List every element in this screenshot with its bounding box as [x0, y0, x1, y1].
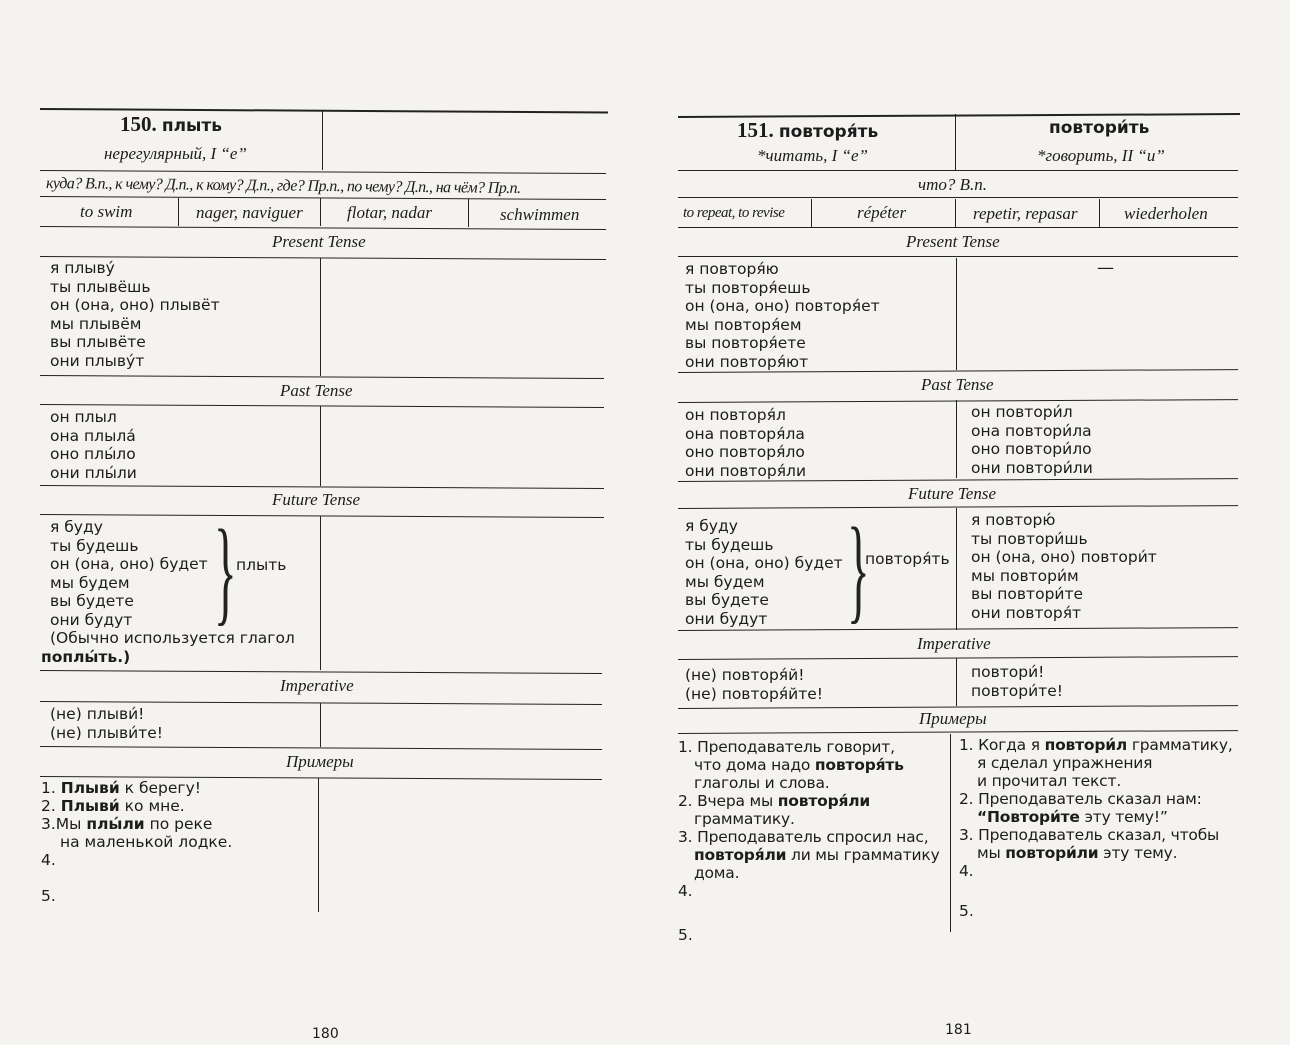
example-4: 4. — [41, 851, 56, 869]
example-3-cont: мы повтори́ли эту тему. — [977, 844, 1178, 862]
curly-brace-icon: } — [214, 505, 237, 636]
rule — [40, 196, 606, 200]
rule — [678, 656, 1238, 660]
example-1-cont: и прочитал текст. — [977, 772, 1122, 790]
example-3-cont: на маленькой лодке. — [60, 833, 233, 851]
example-4: 4. — [678, 882, 693, 900]
translation-german: schwimmen — [500, 205, 580, 224]
example-3: 3.Мы плы́ли по реке — [41, 815, 213, 833]
rule — [40, 170, 606, 174]
imperative-forms-ipf: (не) повторя́й! (не) повторя́йте! — [685, 666, 823, 703]
example-1: 1. Преподаватель говорит, — [678, 738, 895, 756]
col-divider — [320, 516, 321, 670]
government-questions: что? В.п. — [918, 175, 988, 194]
rule — [40, 375, 604, 379]
col-divider — [318, 778, 319, 912]
imperative-forms-pf: повтори́! повтори́те! — [971, 663, 1063, 700]
section-examples: Примеры — [919, 709, 987, 728]
example-5: 5. — [678, 926, 693, 944]
conjugation-type-pf: *говорить, II “и” — [1037, 146, 1165, 165]
translation-spanish: flotar, nadar — [347, 203, 433, 222]
example-3-cont: повторя́ли ли мы грамматику — [694, 846, 940, 864]
future-note-verb: поплы́ть.) — [41, 648, 131, 666]
examples-list-ipf — [678, 738, 940, 900]
col-divider — [956, 508, 957, 630]
translation-french: répéter — [857, 203, 907, 222]
header-divider — [955, 114, 956, 170]
rule — [40, 485, 604, 489]
present-forms: я плыву́ ты плывёшь он (она, оно) плывёт мы плывём вы плывёте они плыву́т — [50, 259, 220, 370]
example-3: 3. Преподаватель спросил нас, — [678, 828, 929, 846]
example-1-cont: что дома надо повторя́ть — [694, 756, 904, 774]
example-3-cont: дома. — [694, 864, 740, 882]
rule — [40, 746, 602, 750]
example-2: 2. Плыви́ ко мне. — [41, 797, 185, 815]
col-divider — [468, 199, 469, 227]
col-divider — [956, 400, 957, 478]
page-number: 181 — [945, 1022, 972, 1038]
section-present: Present Tense — [272, 232, 366, 251]
example-2: 2. Вчера мы повторя́ли — [678, 792, 871, 810]
col-divider — [1099, 199, 1100, 227]
example-2: 2. Преподаватель сказал нам: — [959, 790, 1202, 808]
col-divider — [950, 734, 951, 932]
section-past: Past Tense — [280, 381, 353, 400]
example-2-cont: “Повтори́те эту тему!” — [977, 808, 1168, 826]
rule — [678, 399, 1238, 403]
rule — [40, 670, 602, 674]
section-future: Future Tense — [272, 490, 360, 509]
past-forms: он плыл она плыла́ оно плы́ло они плы́ли — [50, 408, 137, 482]
translation-english: to repeat, to revise — [683, 205, 785, 221]
rule — [678, 227, 1238, 228]
translation-german: wiederholen — [1124, 204, 1208, 223]
verb-infinitive: плыть — [161, 116, 223, 136]
examples-list-pf — [959, 736, 1233, 880]
col-divider — [320, 258, 321, 376]
verb-heading-ipf — [737, 118, 878, 143]
present-forms: я повторя́ю ты повторя́ешь он (она, оно) повторя́ет мы повторя́ем вы повторя́ете они повторя́ют — [685, 260, 880, 371]
col-divider — [320, 198, 321, 226]
example-1-cont: я сделал упражнения — [977, 754, 1153, 772]
translation-english: to swim — [80, 202, 133, 221]
past-forms-pf: он повтори́л она повтори́ла оно повтори́ло они повтори́ли — [971, 403, 1093, 477]
col-divider — [320, 703, 321, 747]
verb-heading — [120, 112, 222, 137]
example-5: 5. — [959, 902, 974, 920]
government-questions: куда? В.п., к чему? Д.п., к кому? Д.п., где? Пр.п., по чему? Д.п., на чём? Пр.п. — [45, 175, 521, 197]
present-pf-dash: — — [1097, 258, 1114, 278]
translation-spanish: repetir, repasar — [973, 204, 1078, 223]
col-divider — [956, 658, 957, 706]
conjugation-type: нерегулярный, I “е” — [104, 144, 247, 163]
section-present: Present Tense — [906, 232, 1000, 251]
future-infinitive: плыть — [236, 556, 287, 574]
rule — [678, 256, 1238, 257]
example-2-cont: грамматику. — [694, 810, 795, 828]
verb-infinitive-pf: повтори́ть — [1049, 118, 1150, 138]
translation-french: nager, naviguer — [196, 203, 303, 222]
rule — [678, 170, 1238, 171]
examples-list — [41, 779, 232, 869]
example-3: 3. Преподаватель сказал, чтобы — [959, 826, 1220, 844]
example-1-cont: глаголы и слова. — [694, 774, 830, 792]
curly-brace-icon: } — [847, 503, 870, 634]
section-examples: Примеры — [286, 752, 354, 771]
section-imperative: Imperative — [917, 634, 991, 653]
example-5: 5. — [41, 887, 56, 905]
example-1: 1. Когда я повтори́л грамматику, — [959, 736, 1233, 754]
col-divider — [956, 258, 957, 370]
future-forms: я буду ты будешь он (она, оно) будет мы будем вы будете они будут — [685, 517, 843, 628]
verb-number: 151. — [737, 118, 774, 142]
verb-infinitive-ipf: повторя́ть — [778, 122, 879, 142]
past-forms-ipf: он повторя́л она повторя́ла оно повторя́ло они повторя́ли — [685, 406, 807, 480]
section-future: Future Tense — [908, 484, 996, 503]
section-imperative: Imperative — [280, 676, 354, 695]
header-divider — [322, 110, 323, 170]
page-number: 180 — [312, 1026, 339, 1042]
imperative-forms: (не) плыви́! (не) плыви́те! — [50, 705, 163, 742]
col-divider — [955, 199, 956, 227]
future-note: (Обычно используется глагол — [50, 629, 295, 647]
example-1: 1. Плыви́ к берегу! — [41, 779, 201, 797]
conjugation-type-ipf: *читать, I “е” — [757, 146, 868, 165]
right-page — [645, 0, 1290, 1045]
future-infinitive: повторя́ть — [865, 550, 950, 568]
col-divider — [178, 198, 179, 226]
rule — [40, 226, 606, 230]
col-divider — [320, 406, 321, 486]
verb-number: 150. — [120, 112, 157, 136]
future-forms-pf: я повторю́ ты повтори́шь он (она, оно) повтори́т мы повтори́м вы повтори́те они повторя́т — [971, 511, 1157, 622]
rule — [678, 505, 1238, 509]
future-forms: я буду ты будешь он (она, оно) будет мы будем вы будете они будут — [50, 518, 208, 629]
rule — [678, 730, 1238, 734]
rule — [678, 197, 1238, 198]
section-past: Past Tense — [921, 375, 994, 394]
example-4: 4. — [959, 862, 974, 880]
col-divider — [811, 199, 812, 227]
